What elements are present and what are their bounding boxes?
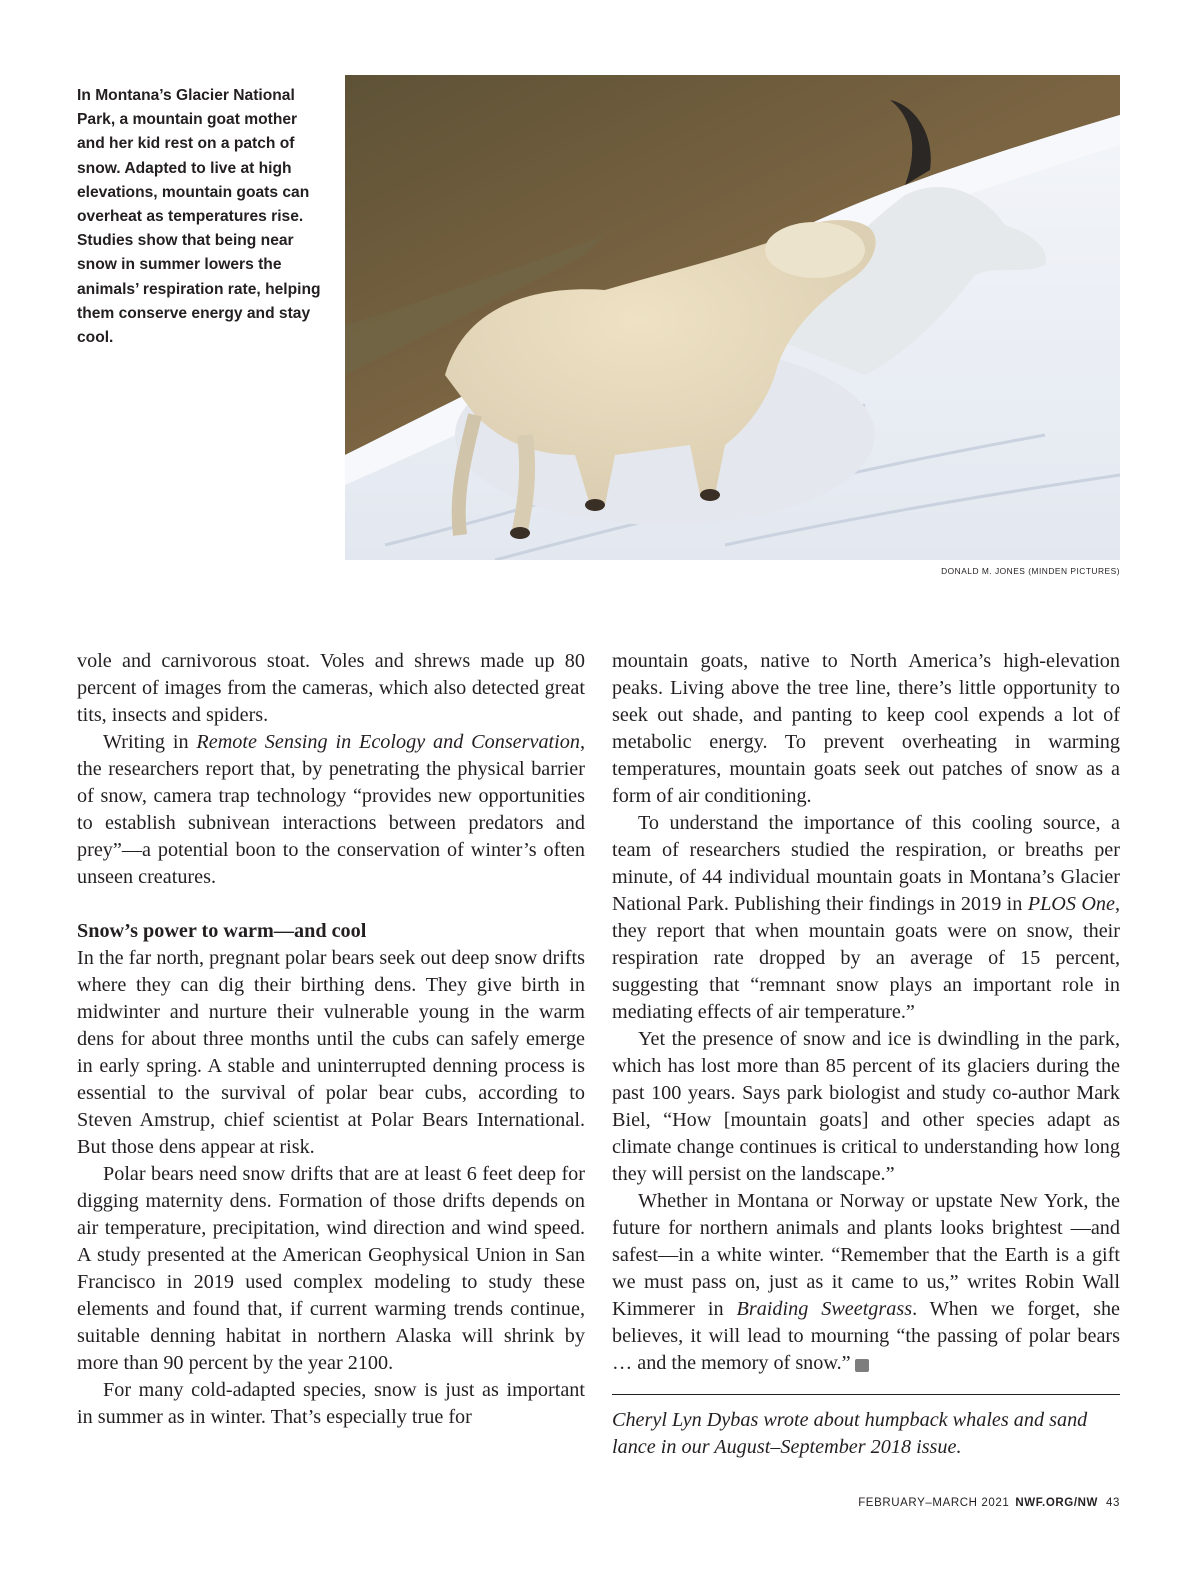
paragraph: Yet the presence of snow and ice is dwindling in the park, which has lost more than 85 percent of its glaciers during the past 100 years. Says park biologist and study co-author Mark Biel, “How [mountain goats] and other species adapt as climate change continues is critical to understanding how long they will persist on the landscape.” xyxy=(612,1028,1120,1185)
paragraph: For many cold-adapted species, snow is just as important in summer as in winter. That’s especially true for xyxy=(77,1379,585,1428)
website-link[interactable]: NWF.ORG/NW xyxy=(1015,1497,1098,1509)
book-title: Braiding Sweetgrass xyxy=(736,1298,913,1320)
paragraph: In the far north, pregnant polar bears seek out deep snow drifts where they can dig their birthing dens. They give birth in midwinter and nurture their vulnerable young in the warm dens for about three months until the cubs can safely emerge in early spring. A stable and uninterrupted denning process is essential to the survival of polar bear cubs, according to Steven Amstrup, chief scientist at Polar Bears International. But those dens appear at risk. xyxy=(77,947,585,1158)
left-column xyxy=(77,648,585,1431)
right-column xyxy=(612,648,1120,1461)
photo-caption: In Montana’s Glacier National Park, a mountain goat mother and her kid rest on a patch of snow. Adapted to live at high elevations, mountain goats can overheat as temperatures rise. Studies show that being near snow in summer lowers the animals’ respiration rate, helping them conserve energy and stay cool. xyxy=(77,87,321,347)
page-number: 43 xyxy=(1106,1497,1120,1509)
divider xyxy=(612,1394,1120,1395)
journal-title: Remote Sensing in Ecology and Conservation xyxy=(196,731,580,753)
page-footer xyxy=(858,1497,1120,1509)
paragraph: vole and carnivorous stoat. Voles and shrews made up 80 percent of images from the cameras, which also detected great tits, insects and spiders. xyxy=(77,650,585,726)
author-bio: Cheryl Lyn Dybas wrote about humpback whales and sand lance in our August–September 2018 issue. xyxy=(612,1409,1088,1458)
paragraph: To understand the importance of this cooling source, a team of researchers studied the respiration, or breaths per minute, of 44 individual mountain goats in Montana’s Glacier National Park. Publishing their findings in 2019 in PLOS One, they report that when mountain goats were on snow, their respiration rate dropped by an average of 15 percent, suggesting that “remnant snow plays an important role in mediating effects of air temperature.” xyxy=(612,812,1120,1023)
mountain-goats-photo xyxy=(345,75,1120,560)
photo-credit: DONALD M. JONES (MINDEN PICTURES) xyxy=(941,566,1120,576)
issue-date: FEBRUARY–MARCH 2021 xyxy=(858,1497,1010,1509)
paragraph: mountain goats, native to North America’s high-elevation peaks. Living above the tree line, there’s little opportunity to seek out shade, and panting to keep cool expends a lot of metabolic energy. To prevent overheating in warming temperatures, mountain goats seek out patches of snow as a form of air conditioning. xyxy=(612,650,1120,807)
section-heading: Snow’s power to warm—and cool xyxy=(77,920,367,942)
paragraph: Whether in Montana or Norway or upstate New York, the future for northern animals and plants looks brightest —and safest—in a white winter. “Remember that the Earth is a gift we must pass on, just as it came to us,” writes Robin Wall Kimmerer in Braiding Sweetgrass. When we forget, she believes, it will lead to mourning “the passing of polar bears … and the memory of snow.” W xyxy=(612,1190,1120,1374)
journal-title: PLOS One xyxy=(1027,893,1115,915)
paragraph: Writing in Remote Sensing in Ecology and Conservation, the researchers report that, by penetrating the physical barrier of snow, camera trap technology “provides new opportunities to establish subnivean interactions between predators and prey”—a potential boon to the conservation of winter’s often unseen creatures. xyxy=(77,731,585,888)
paragraph: Polar bears need snow drifts that are at least 6 feet deep for digging maternity dens. Formation of those drifts depends on air temperature, precipitation, wind direction and wind speed. A study presented at the American Geophysical Union in San Francisco in 2019 used complex modeling to study these elements and found that, if current warming trends continue, suitable denning habitat in northern Alaska will shrink by more than 90 percent by the year 2100. xyxy=(77,1163,585,1374)
end-mark-icon: W xyxy=(855,1359,869,1372)
